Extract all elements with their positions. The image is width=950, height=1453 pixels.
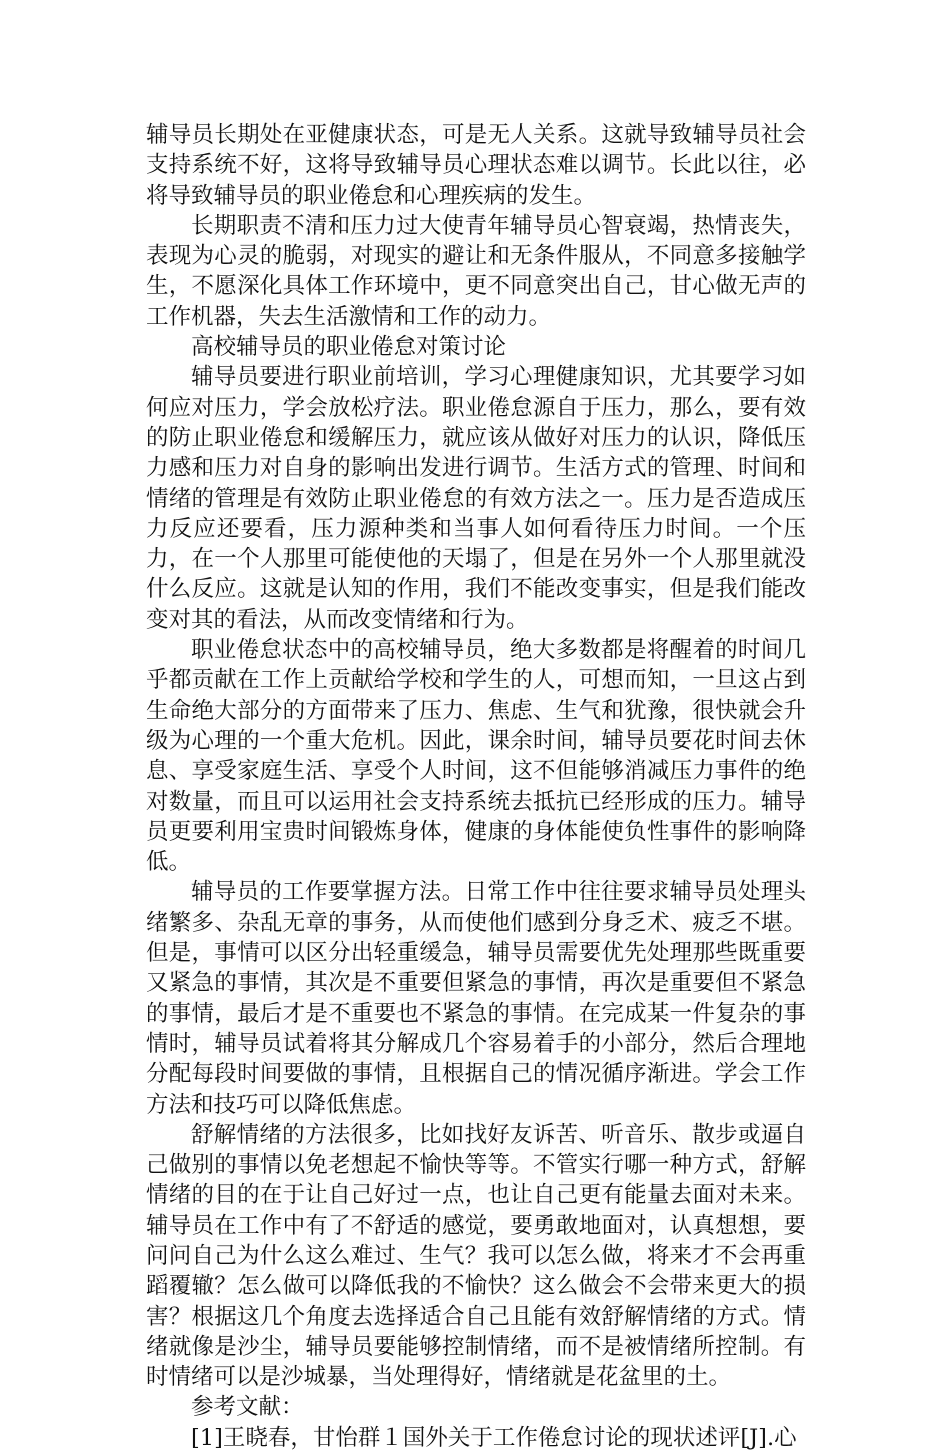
paragraph-rest: 职业倦怠状态中的高校辅导员，绝大多数都是将醒着的时间几乎都贡献在工作上贡献给学校和学生的人，可想而知，一旦这占到生命绝大部分的方面带来了压力、焦虑、生气和犹豫，很快就会升级为心理的一个重大危机。因此，课余时间，辅导员要花时间去休息、享受家庭生活、享受个人时间，这不但能够消减压力事件的绝对数量，而且可以运用社会支持系统去抵抗已经形成的压力。辅导员更要利用宝贵时间锻炼身体，健康的身体能使负性事件的影响降低。 (146, 637, 806, 876)
section-heading: 高校辅导员的职业倦怠对策讨论 (191, 334, 507, 361)
references-heading: 参考文献： (191, 1394, 304, 1421)
paragraph-training: 辅导员要进行职业前培训，学习心理健康知识，尤其要学习如何应对压力，学会放松疗法。职业倦怠源自于压力，那么，要有效的防止职业倦怠和缓解压力，就应该从做好对压力的认识，降低压力感和压力对自身的影响出发进行调节。生活方式的管理、时间和情绪的管理是有效防止职业倦怠的有效方法之一。压力是否造成压力反应还要看，压力源种类和当事人如何看待压力时间。一个压力，在一个人那里可能使他的天塌了，但是在另外一个人那里就没什么反应。这就是认知的作用，我们不能改变事实，但是我们能改变对其的看法，从而改变情绪和行为。 (146, 364, 806, 633)
reference-item: [1]王晓春，甘怡群１国外关于工作倦怠讨论的现状述评[J].心 (191, 1424, 797, 1451)
paragraph-continuation: 辅导员长期处在亚健康状态，可是无人关系。这就导致辅导员社会支持系统不好，这将导致辅导员心理状态难以调节。长此以往，必将导致辅导员的职业倦怠和心理疾病的发生。 (146, 122, 806, 209)
paragraph-emotions: 舒解情绪的方法很多，比如找好友诉苦、听音乐、散步或逼自己做别的事情以免老想起不愉快等等。不管实行哪一种方式，舒解情绪的目的在于让自己好过一点，也让自己更有能量去面对未来。辅导员在工作中有了不舒适的感觉，要勇敢地面对，认真想想，要问问自己为什么这么难过、生气？我可以怎么做，将来才不会再重蹈覆辙？怎么做可以降低我的不愉快？这么做会不会带来更大的损害？根据这几个角度去选择适合自己且能有效舒解情绪的方式。情绪就像是沙尘，辅导员要能够控制情绪，而不是被情绪所控制。有时情绪可以是沙城暴，当处理得好，情绪就是花盆里的土。 (146, 1121, 806, 1391)
paragraph-work-methods: 辅导员的工作要掌握方法。日常工作中往往要求辅导员处理头绪繁多、杂乱无章的事务，从而使他们感到分身乏术、疲乏不堪。但是，事情可以区分出轻重缓急，辅导员需要优先处理那些既重要又紧急的事情，其次是不重要但紧急的事情，再次是重要但不紧急的事情，最后才是不重要也不紧急的事情。在完成某一件复杂的事情时，辅导员试着将其分解成几个容易着手的小部分，然后合理地分配每段时间要做的事情，且根据自己的情况循序渐进。学会工作方法和技巧可以降低焦虑。 (146, 879, 806, 1118)
paragraph-burnout-causes: 长期职责不清和压力过大使青年辅导员心智衰竭，热情丧失，表现为心灵的脆弱，对现实的避让和无条件服从，不同意多接触学生，不愿深化具体工作环境中，更不同意突出自己，甘心做无声的工作机器，失去生活激情和工作的动力。 (146, 212, 806, 330)
document-body (146, 120, 806, 1453)
